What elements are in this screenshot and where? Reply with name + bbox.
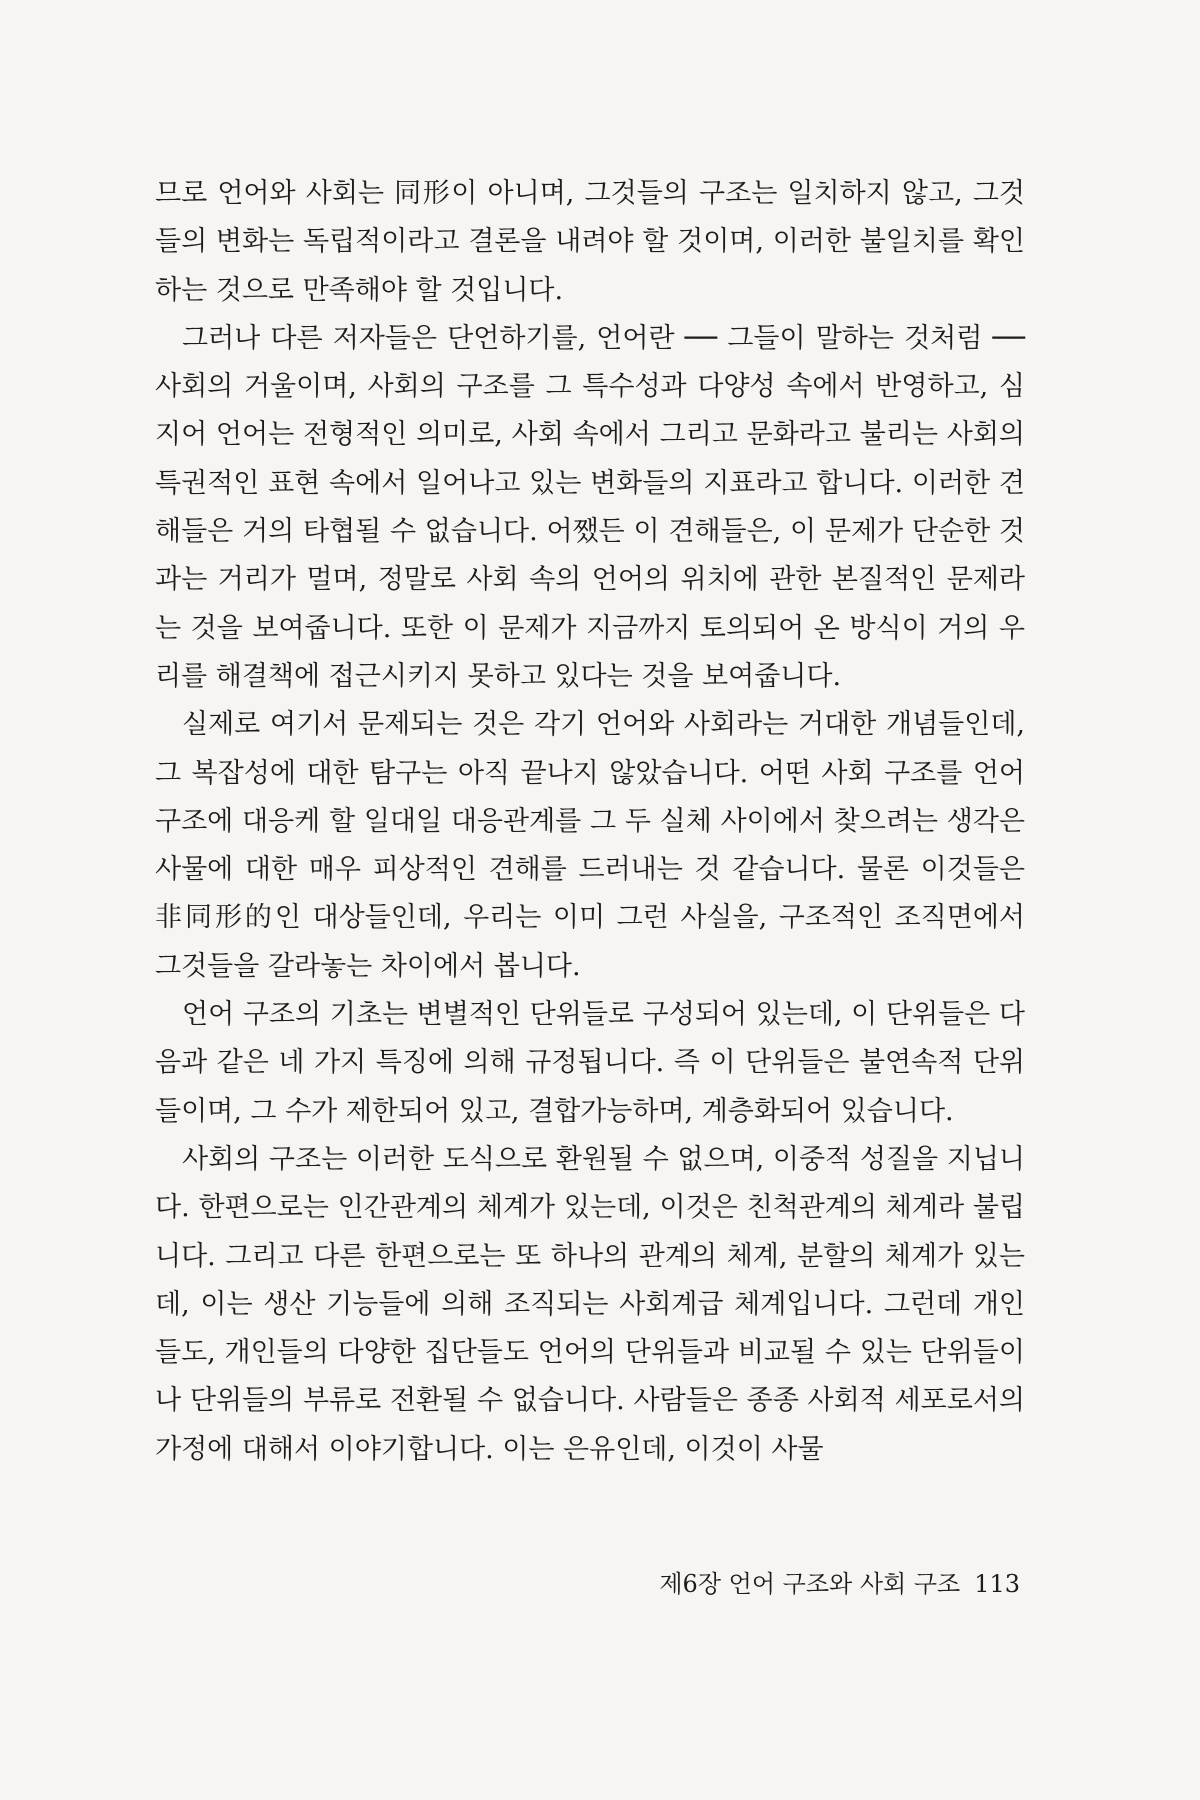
- paragraph-1: 므로 언어와 사회는 同形이 아니며, 그것들의 구조는 일치하지 않고, 그것들의 변화는 독립적이라고 결론을 내려야 할 것이며, 이러한 불일치를 확인하는 것으로 만족해야 할 것입니다.: [155, 178, 1025, 306]
- paragraph-2: 그러나 다른 저자들은 단언하기를, 언어란 ── 그들이 말하는 것처럼 ── 사회의 거울이며, 사회의 구조를 그 특수성과 다양성 속에서 반영하고, 심지어 언어는 전형적인 의미로, 사회 속에서 그리고 문화라고 불리는 사회의 특권적인 표현 속에서 일어나고 있는 변화들의 지표라고 합니다. 이러한 견해들은 거의 타협될 수 없습니다. 어쨌든 이 견해들은, 이 문제가 단순한 것과는 거리가 멀며, 정말로 사회 속의 언어의 위치에 관한 본질적인 문제라는 것을 보여줍니다. 또한 이 문제가 지금까지 토의되어 온 방식이 거의 우리를 해결책에 접근시키지 못하고 있다는 것을 보여줍니다.: [155, 322, 1025, 692]
- page-number: 113: [974, 1570, 1020, 1598]
- running-footer: [500, 1567, 1020, 1601]
- body-text: [155, 170, 1025, 1474]
- paragraph-3: 실제로 여기서 문제되는 것은 각기 언어와 사회라는 거대한 개념들인데, 그 복잡성에 대한 탐구는 아직 끝나지 않았습니다. 어떤 사회 구조를 언어 구조에 대응케 할 일대일 대응관계를 그 두 실체 사이에서 찾으려는 생각은 사물에 대한 매우 피상적인 견해를 드러내는 것 같습니다. 물론 이것들은 非同形的인 대상들인데, 우리는 이미 그런 사실을, 구조적인 조직면에서 그것들을 갈라놓는 차이에서 봅니다.: [155, 709, 1025, 982]
- paragraph-5: 사회의 구조는 이러한 도식으로 환원될 수 없으며, 이중적 성질을 지닙니다. 한편으로는 인간관계의 체계가 있는데, 이것은 친척관계의 체계라 불립니다. 그리고 다른 한편으로는 또 하나의 관계의 체계, 분할의 체계가 있는데, 이는 생산 기능들에 의해 조직되는 사회계급 체계입니다. 그런데 개인들도, 개인들의 다양한 집단들도 언어의 단위들과 비교될 수 있는 단위들이나 단위들의 부류로 전환될 수 없습니다. 사람들은 종종 사회적 세포로서의 가정에 대해서 이야기합니다. 이는 은유인데, 이것이 사물: [155, 1143, 1025, 1465]
- paragraph-4: 언어 구조의 기초는 변별적인 단위들로 구성되어 있는데, 이 단위들은 다음과 같은 네 가지 특징에 의해 규정됩니다. 즉 이 단위들은 불연속적 단위들이며, 그 수가 제한되어 있고, 결합가능하며, 계층화되어 있습니다.: [155, 999, 1025, 1127]
- chapter-title: 제6장 언어 구조와 사회 구조: [659, 1570, 961, 1598]
